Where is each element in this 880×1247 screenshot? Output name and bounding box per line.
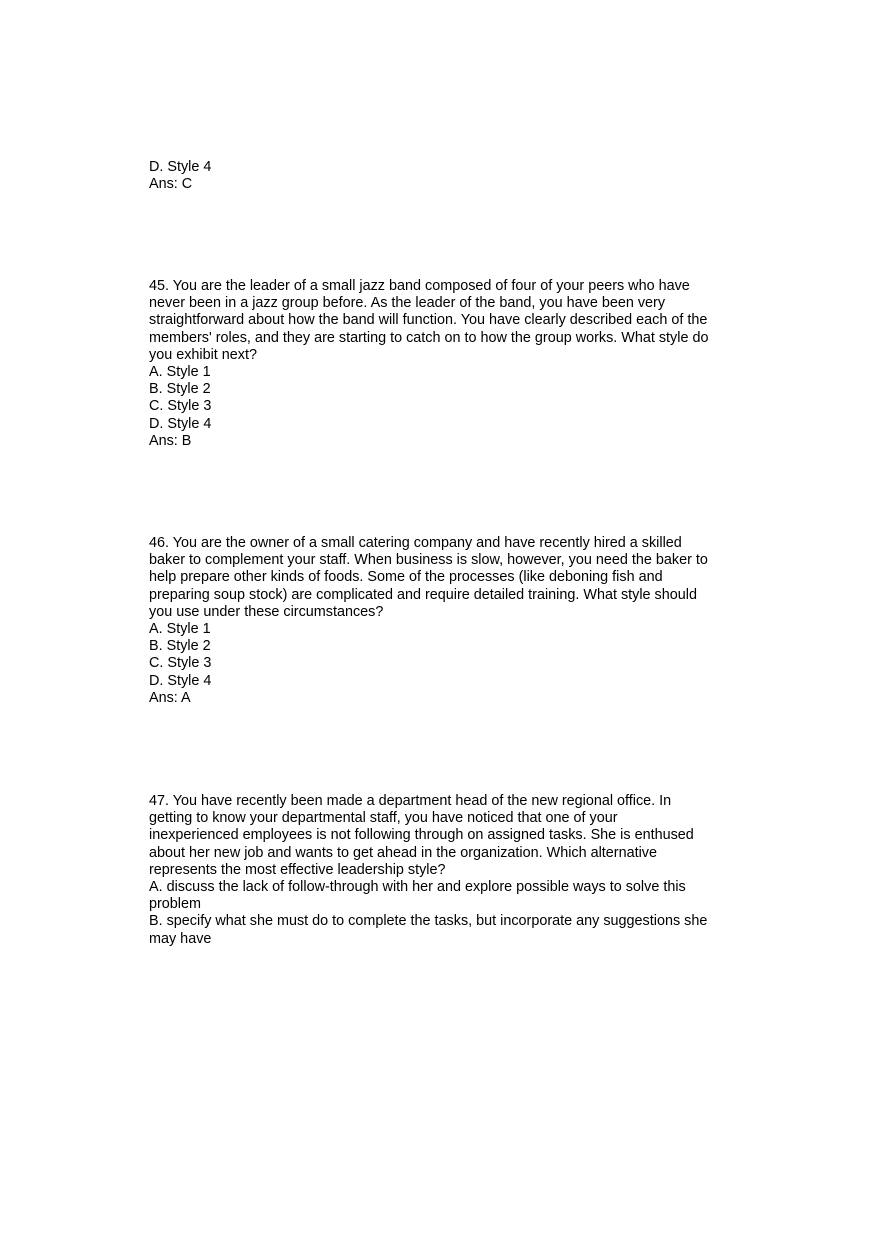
option-d: D. Style 4 bbox=[149, 672, 212, 689]
question-text-line: help prepare other kinds of foods. Some of the processes (like deboning fish and bbox=[149, 569, 663, 586]
question-text-line: represents the most effective leadership style? bbox=[149, 861, 446, 878]
question-text-line: baker to complement your staff. When business is slow, however, you need the baker to bbox=[149, 552, 708, 569]
question-text-line: inexperienced employees is not following through on assigned tasks. She is enthused bbox=[149, 827, 694, 844]
question-text-line: never been in a jazz group before. As the leader of the band, you have been very bbox=[149, 295, 666, 312]
option-b: B. Style 2 bbox=[149, 638, 211, 655]
option-a: A. Style 1 bbox=[149, 621, 211, 638]
option-d: D. Style 4 bbox=[149, 415, 212, 432]
question-text-line: 47. You have recently been made a department head of the new regional office. In bbox=[149, 793, 672, 809]
question-text-line: you exhibit next? bbox=[149, 346, 258, 363]
question-text-line: you use under these circumstances? bbox=[149, 603, 384, 620]
question-text-line: getting to know your departmental staff, you have noticed that one of your bbox=[149, 810, 618, 827]
answer: Ans: C bbox=[149, 176, 193, 193]
answer: Ans: A bbox=[149, 689, 191, 706]
question-45 bbox=[149, 278, 749, 450]
question-46 bbox=[149, 535, 749, 707]
option-a: A. Style 1 bbox=[149, 364, 211, 381]
answer: Ans: B bbox=[149, 432, 192, 449]
question-text-line: 45. You are the leader of a small jazz band composed of four of your peers who have bbox=[149, 278, 690, 294]
option-a-continued: problem bbox=[149, 896, 201, 913]
question-47 bbox=[149, 793, 749, 948]
question-text-line: straightforward about how the band will function. You have clearly described each of the bbox=[149, 312, 708, 329]
previous-question-tail bbox=[149, 159, 749, 193]
option-c: C. Style 3 bbox=[149, 655, 212, 672]
question-text-line: about her new job and wants to get ahead in the organization. Which alternative bbox=[149, 844, 658, 861]
option-b: B. specify what she must do to complete the tasks, but incorporate any suggestions she bbox=[149, 913, 708, 930]
option-c: C. Style 3 bbox=[149, 398, 212, 415]
question-text-line: members' roles, and they are starting to catch on to how the group works. What style do bbox=[149, 329, 709, 346]
option-b-continued: may have bbox=[149, 930, 212, 947]
question-text-line: preparing soup stock) are complicated and require detailed training. What style should bbox=[149, 586, 697, 603]
option-d: D. Style 4 bbox=[149, 159, 212, 175]
question-text-line: 46. You are the owner of a small catering company and have recently hired a skilled bbox=[149, 535, 682, 551]
option-a: A. discuss the lack of follow-through with her and explore possible ways to solve this bbox=[149, 879, 686, 896]
option-b: B. Style 2 bbox=[149, 381, 211, 398]
